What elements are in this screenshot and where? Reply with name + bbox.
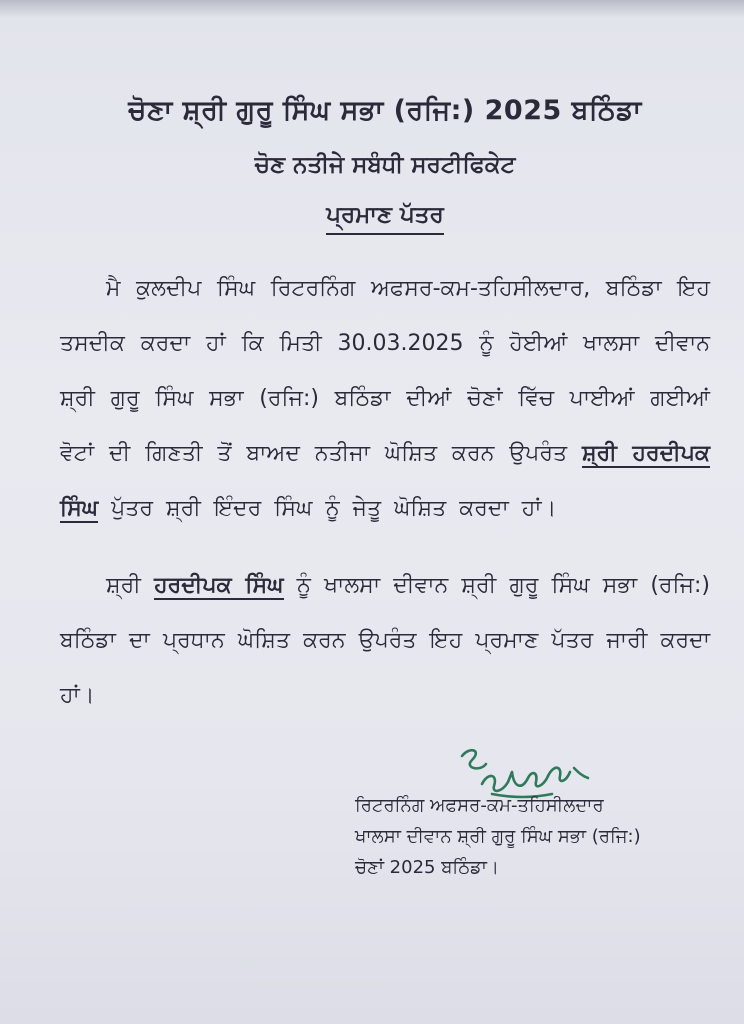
paragraph-1-text-b: ਪੁੱਤਰ ਸ਼੍ਰੀ ਇੰਦਰ ਸਿੰਘ ਨੂੰ ਜੇਤੂ ਘੋਸ਼ਿਤ ਕਰਦਾ ਹਾਂ।	[111, 496, 557, 521]
certificate-paragraph-1	[60, 261, 710, 536]
document-heading: ਪ੍ਰਮਾਣ ਪੱਤਰ	[326, 198, 444, 235]
certificate-document	[60, 92, 710, 723]
paragraph-1-text-a: ਮੈ ਕੁਲਦੀਪ ਸਿੰਘ ਰਿਟਰਨਿੰਗ ਅਫਸਰ-ਕਮ-ਤਹਿਸੀਲਦਾਰ, ਬਠਿੰਡਾ ਇਹ ਤਸਦੀਕ ਕਰਦਾ ਹਾਂ ਕਿ ਮਿਤੀ 30.03.2025 ਨੂੰ ਹੋਈਆਂ ਖਾਲਸਾ ਦੀਵਾਨ ਸ਼੍ਰੀ ਗੁਰੂ ਸਿੰਘ ਸਭਾ (ਰਜਿ:) ਬਠਿੰਡਾ ਦੀਆਂ ਚੋਣਾਂ ਵਿੱਚ ਪਾਈਆਂ ਗਈਆਂ ਵੋਟਾਂ ਦੀ ਗਿਣਤੀ ਤੋਂ ਬਾਅਦ ਨਤੀਜਾ ਘੋਸ਼ਿਤ ਕਰਨ ਉਪਰੰਤ	[60, 276, 710, 466]
signatory-organization: ਖਾਲਸਾ ਦੀਵਾਨ ਸ਼੍ਰੀ ਗੁਰੂ ਸਿੰਘ ਸਭਾ (ਰਜਿ:)	[355, 826, 641, 847]
signatory-designation: ਰਿਟਰਨਿੰਗ ਅਫਸਰ-ਕਮ-ਤਹਿਸੀਲਦਾਰ	[355, 795, 604, 816]
certificate-paragraph-2	[60, 558, 710, 723]
signatory-block	[355, 790, 725, 883]
president-name-highlight: ਹਰਦੀਪਕ ਸਿੰਘ	[154, 573, 284, 598]
signatory-election: ਚੋਣਾਂ 2025 ਬਠਿੰਡਾ।	[355, 857, 500, 878]
document-subtitle: ਚੋਣ ਨਤੀਜੇ ਸਬੰਧੀ ਸਰਟੀਫਿਕੇਟ	[254, 152, 516, 178]
paragraph-2-text: ਨੂੰ ਖਾਲਸਾ ਦੀਵਾਨ ਸ਼੍ਰੀ ਗੁਰੂ ਸਿੰਘ ਸਭਾ (ਰਜਿ:) ਬਠਿੰਡਾ ਦਾ ਪ੍ਰਧਾਨ ਘੋਸ਼ਿਤ ਕਰਨ ਉਪਰੰਤ ਇਹ ਪ੍ਰਮਾਣ ਪੱਤਰ ਜਾਰੀ ਕਰਦਾ ਹਾਂ।	[60, 573, 710, 708]
paragraph-2-prefix: ਸ਼੍ਰੀ	[106, 573, 141, 598]
document-title: ਚੋਣਾ ਸ਼੍ਰੀ ਗੁਰੂ ਸਿੰਘ ਸਭਾ (ਰਜਿ:) 2025 ਬਠਿੰਡਾ	[128, 95, 642, 126]
winner-name-highlight: ਸ਼੍ਰੀ ਹਰਦੀਪਕ ਸਿੰਘ	[60, 441, 710, 521]
